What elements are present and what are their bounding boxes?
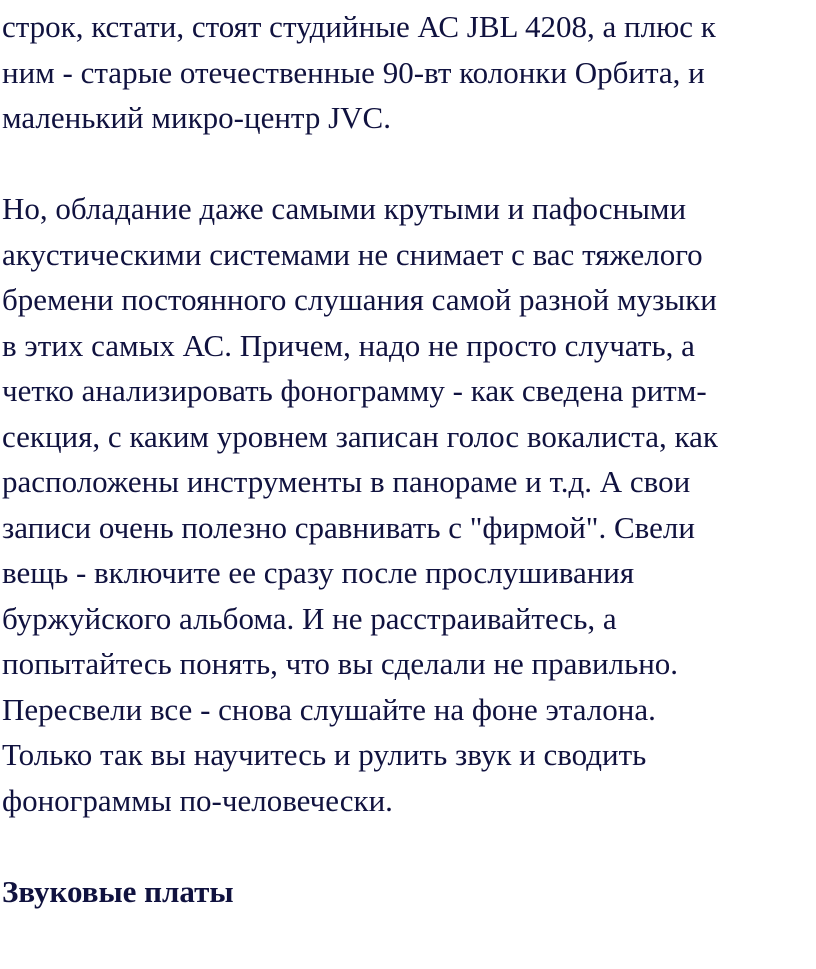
text-line: вещь - включите ее сразу после прослушивания xyxy=(2,555,635,590)
text-line: буржуйского альбома. И не расстраивайтесь, а xyxy=(2,600,617,636)
text-line: в этих самых АС. Причем, надо не просто случать, а xyxy=(2,327,695,363)
text-line: строк, кстати, стоят студийные АС JBL 4208, а плюс к xyxy=(2,9,716,44)
text-line: записи очень полезно сравнивать с "фирмой". Свели xyxy=(2,509,695,545)
text-line: расположены инструменты в панораме и т.д. А свои xyxy=(2,464,691,499)
text-line: Пересвели все - снова слушайте на фоне эталона. xyxy=(2,691,656,727)
text-line: ним - старые отечественные 90-вт колонки Орбита, и xyxy=(2,54,705,90)
paragraph-1 xyxy=(2,4,814,141)
paragraph-2 xyxy=(2,186,814,823)
document-page xyxy=(2,4,814,914)
paragraph-spacer xyxy=(2,823,814,869)
text-line: бремени постоянного слушания самой разной музыки xyxy=(2,282,717,317)
paragraph-spacer xyxy=(2,141,814,187)
text-line: четко анализировать фонограмму - как сведена ритм- xyxy=(2,373,707,408)
text-line: маленький микро-центр JVC. xyxy=(2,100,391,135)
text-line: попытайтесь понять, что вы сделали не правильно. xyxy=(2,646,679,681)
section-heading: Звуковые платы xyxy=(2,873,234,909)
text-line: Только так вы научитесь и рулить звук и сводить xyxy=(2,737,647,772)
text-line: секция, с каким уровнем записан голос вокалиста, как xyxy=(2,418,718,454)
text-line: фонограммы по-человечески. xyxy=(2,782,393,818)
text-line: Но, обладание даже самыми крутыми и пафосными xyxy=(2,191,687,226)
text-line: акустическими системами не снимает с вас тяжелого xyxy=(2,236,703,272)
